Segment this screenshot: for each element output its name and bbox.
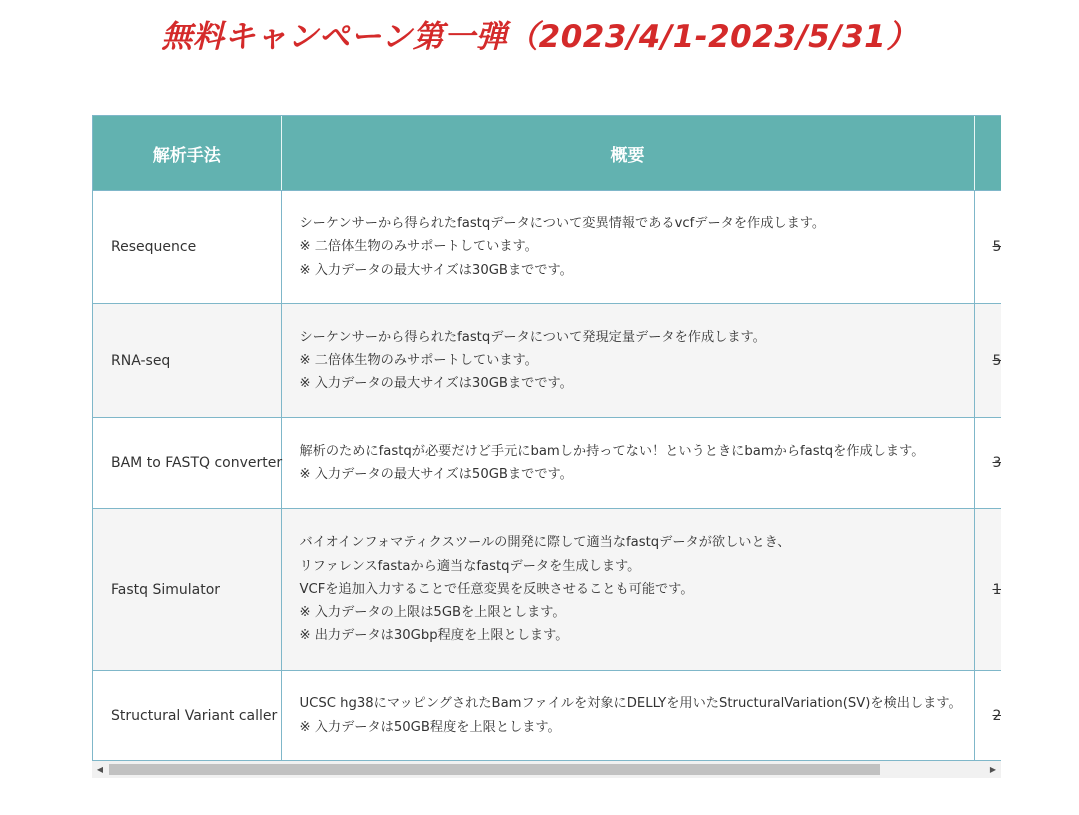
service-table <box>93 116 1001 761</box>
table-row <box>93 304 1001 418</box>
summary-line: VCFを追加入力することで任意変異を反映させることも可能です。 <box>299 581 694 597</box>
summary-line: ※ 出力データは30Gbp程度を上限とします。 <box>299 628 569 644</box>
summary-cell <box>281 671 974 761</box>
table-row <box>93 509 1001 671</box>
summary-cell <box>281 509 974 671</box>
summary-line: ※ 入力データの最大サイズは30GBまでです。 <box>299 262 573 278</box>
scroll-left-arrow-icon[interactable]: ◀ <box>96 765 104 774</box>
table-body <box>93 191 1001 761</box>
summary-line: ※ 入力データの上限は5GBを上限とします。 <box>299 605 566 621</box>
summary-line: ※ 入力データの最大サイズは50GBまでです。 <box>299 467 573 482</box>
summary-cell <box>281 191 974 304</box>
method-cell: Fastq Simulator <box>93 509 281 671</box>
original-price-cell: 5 <box>974 191 1001 304</box>
original-price-cell: 1 <box>974 509 1001 671</box>
summary-line: ※ 入力データの最大サイズは30GBまでです。 <box>299 376 573 392</box>
summary-line: ※ 入力データは50GB程度を上限とします。 <box>299 719 561 735</box>
method-cell: Structural Variant caller <box>93 671 281 761</box>
column-header-method: 解析手法 <box>93 116 281 191</box>
original-price-cell: 5 <box>974 304 1001 418</box>
original-price-cell: 3 <box>974 418 1001 509</box>
method-cell: BAM to FASTQ converter <box>93 418 281 509</box>
summary-cell <box>281 304 974 418</box>
summary-line: UCSC hg38にマッピングされたBamファイルを対象にDELLYを用いたStructuralVariation(SV)を検出します。 <box>299 696 962 712</box>
table-row <box>93 418 1001 509</box>
summary-line: 解析のためにfastqが必要だけど手元にbamしか持ってない！というときにbamからfastqを作成します。 <box>299 443 925 459</box>
summary-line: シーケンサーから得られたfastqデータについて発現定量データを作成します。 <box>299 329 766 345</box>
table-row <box>93 671 1001 761</box>
table-row <box>93 191 1001 304</box>
original-price-cell: 2 <box>974 671 1001 761</box>
method-cell: Resequence <box>93 191 281 304</box>
summary-line: バイオインフォマティクスツールの開発に際して適当なfastqデータが欲しいとき、 <box>299 535 791 551</box>
column-header-summary: 概要 <box>281 116 974 191</box>
summary-cell <box>281 418 974 509</box>
horizontal-scrollbar[interactable] <box>92 761 1001 778</box>
summary-line: リファレンスfastaから適当なfastqデータを生成します。 <box>299 558 641 574</box>
summary-line: ※ 二倍体生物のみサポートしています。 <box>299 352 538 368</box>
column-header-price <box>974 116 1001 191</box>
campaign-headline: 無料キャンペーン第一弾（2023/4/1-2023/5/31） <box>161 19 918 55</box>
service-table-container[interactable] <box>92 115 1001 761</box>
method-cell: RNA-seq <box>93 304 281 418</box>
summary-line: シーケンサーから得られたfastqデータについて変異情報であるvcfデータを作成します。 <box>299 216 826 232</box>
table-header-row <box>93 116 1001 191</box>
scrollbar-thumb[interactable] <box>109 764 880 775</box>
summary-line: ※ 二倍体生物のみサポートしています。 <box>299 239 538 255</box>
scroll-right-arrow-icon[interactable]: ▶ <box>989 765 997 774</box>
